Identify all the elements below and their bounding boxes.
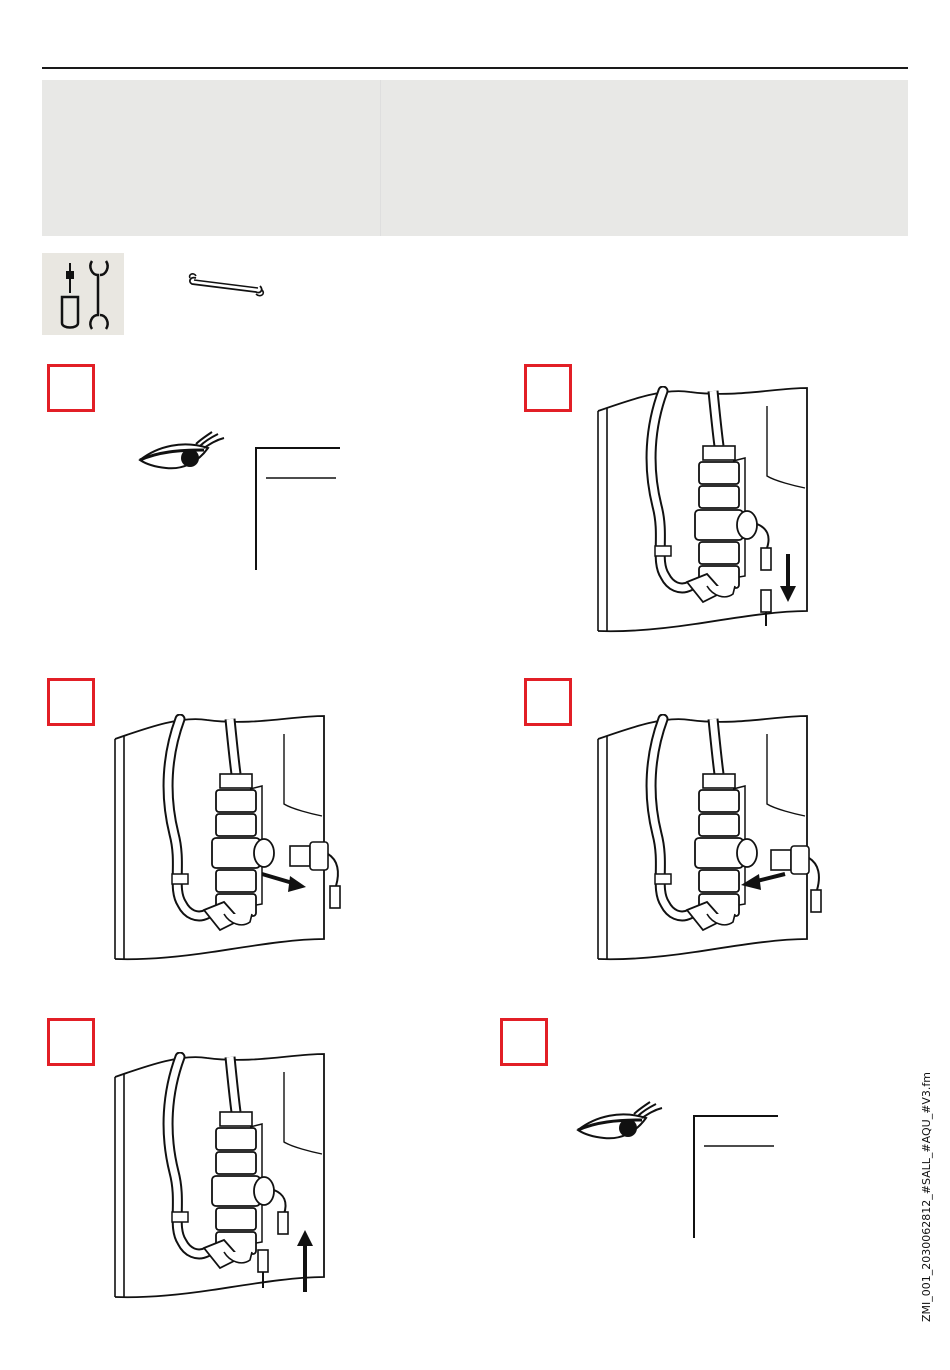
check-bracket	[690, 1112, 782, 1240]
connector-bottom	[258, 1250, 268, 1272]
header-divider	[380, 80, 381, 236]
unplug-sensor-cable-illustration	[595, 386, 810, 636]
screwdriver-and-wrench-icon	[42, 253, 124, 335]
step-5-frame	[47, 1018, 95, 1066]
step-3-frame	[47, 678, 95, 726]
header-band	[42, 80, 908, 236]
connector-top	[761, 548, 771, 570]
sensor-unit	[771, 846, 821, 912]
remove-sensor-unit-illustration	[112, 714, 357, 964]
step-6-frame	[500, 1018, 548, 1066]
eye-inspect-icon	[138, 426, 228, 480]
left-arrow-icon	[741, 874, 785, 890]
top-rule	[42, 67, 908, 69]
check-bracket	[252, 444, 344, 572]
connector-top	[278, 1212, 288, 1234]
right-arrow-icon	[262, 874, 306, 892]
open-end-wrench-icon	[186, 270, 266, 298]
step-4-frame	[524, 678, 572, 726]
step-2-frame	[524, 364, 572, 412]
connector-bottom	[761, 590, 771, 612]
sensor-unit	[290, 842, 340, 908]
down-arrow-icon	[780, 554, 796, 602]
footer-code: ZMI_001_2030062812_#SALL_#AQU_#V3.fm	[920, 1071, 933, 1322]
tools-box	[42, 253, 124, 335]
eye-inspect-icon	[576, 1096, 666, 1150]
up-arrow-icon	[297, 1230, 313, 1292]
step-1-frame	[47, 364, 95, 412]
plug-in-sensor-cable-illustration	[112, 1052, 327, 1302]
insert-sensor-unit-illustration	[595, 714, 840, 964]
